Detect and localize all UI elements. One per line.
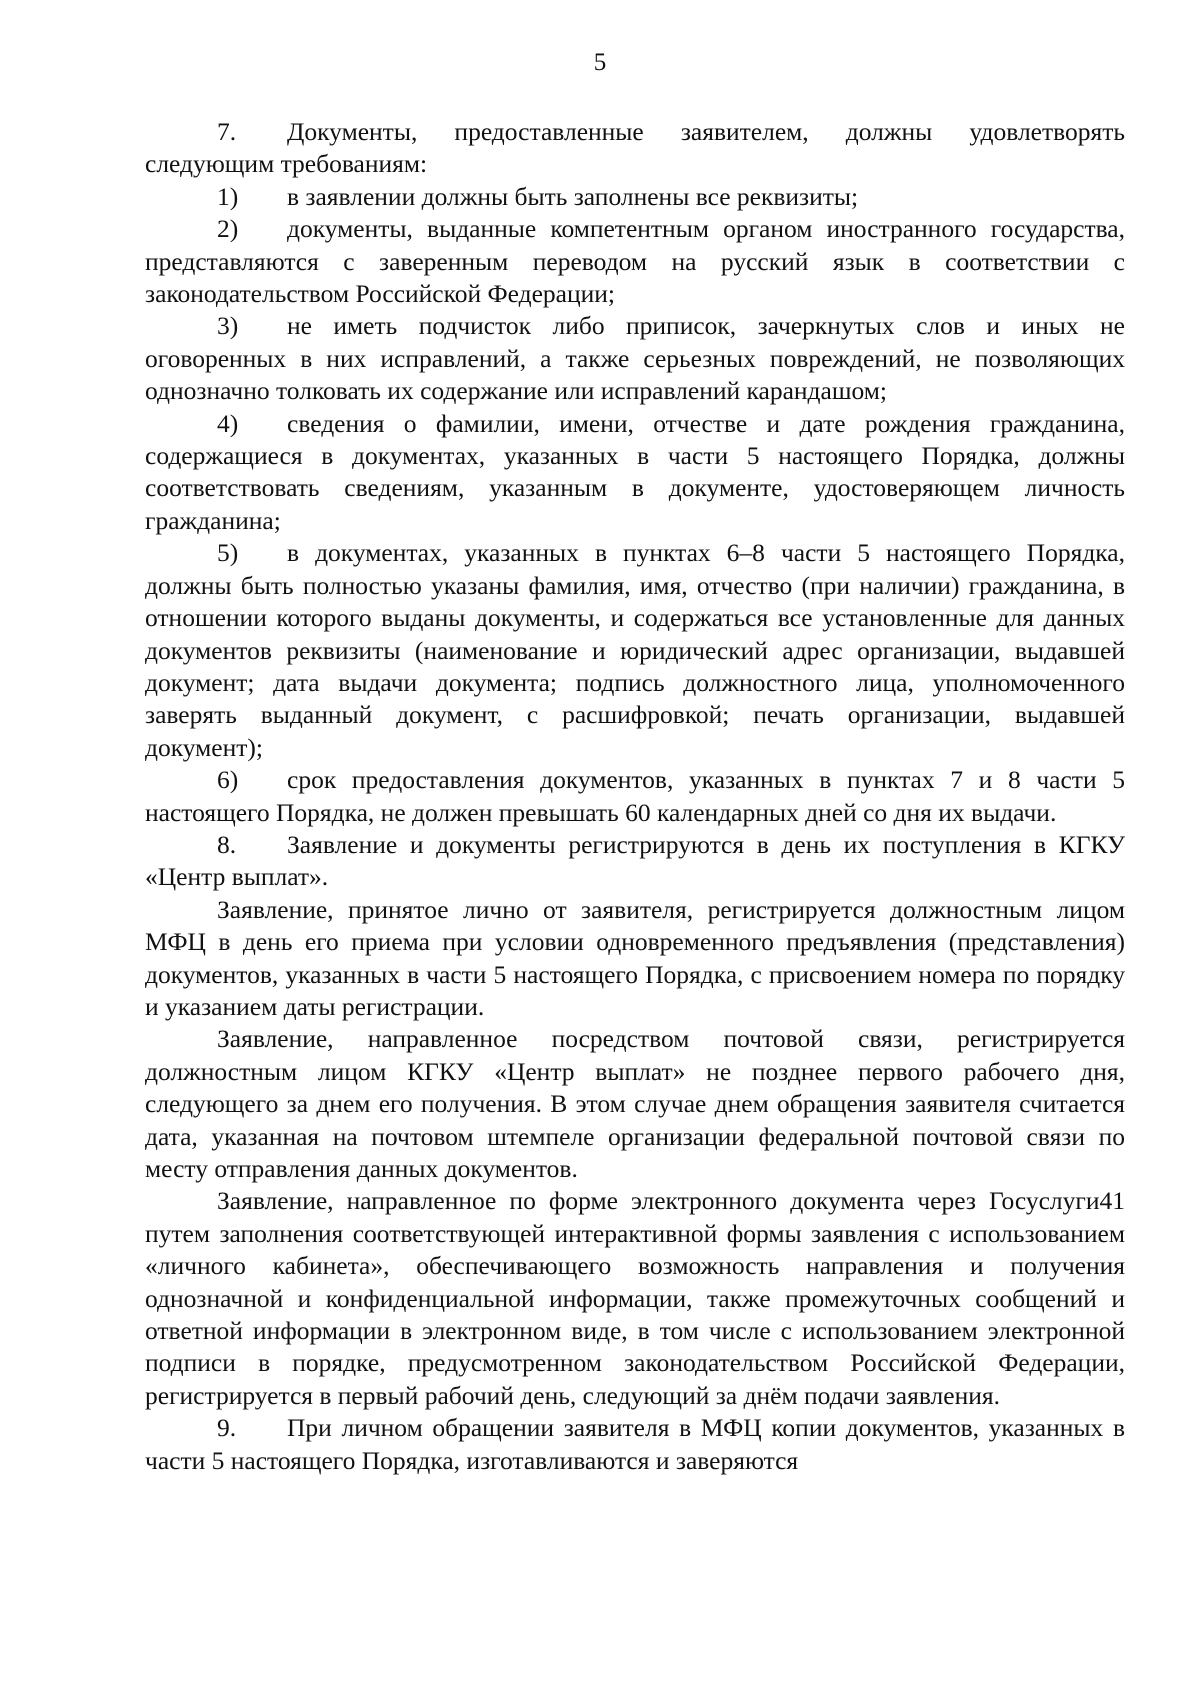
- list-item-4: [145, 408, 1125, 538]
- paragraph-number: 7.: [217, 117, 237, 146]
- list-item-5: [145, 537, 1125, 764]
- paragraph-electronic-registration: Заявление, направленное по форме электронного документа через Госуслуги41 путем заполнения соответствующей интерактивной формы заявления с использованием «личного кабинета», обеспечивающего возможность направления и получения однозначной и конфиденциальной информации, также промежуточных сообщений и ответной информации в электронном виде, в том числе с использованием электронной подписи в порядке, предусмотренном законодательством Российской Федерации, регистрируется в первый рабочий день, следующий за днём подачи заявления.: [145, 1186, 1125, 1410]
- list-item-number: 1): [217, 181, 239, 211]
- paragraph-number: 9.: [217, 1413, 237, 1443]
- list-item-number: 5): [217, 538, 239, 568]
- list-item-number: 3): [217, 311, 239, 341]
- list-item-3: [145, 310, 1125, 407]
- list-item-6: [145, 764, 1125, 829]
- paragraph-8: [145, 829, 1125, 894]
- list-item-number: 4): [217, 408, 239, 438]
- page-number: 5: [593, 49, 607, 76]
- document-body: [145, 116, 1125, 1477]
- paragraph-9: [145, 1412, 1125, 1477]
- paragraph-in-person-registration: Заявление, принятое лично от заявителя, регистрируется должностным лицом МФЦ в день его приема при условии одновременного предъявления (представления) документов, указанных в части 5 настоящего Порядка, с присвоением номера по порядку и указанием даты регистрации.: [145, 894, 1125, 1021]
- list-item-number: 2): [217, 214, 239, 244]
- list-item-number: 6): [217, 765, 239, 795]
- paragraph-postal-registration: Заявление, направленное посредством почтовой связи, регистрируется должностным лицом КГКУ «Центр выплат» не позднее первого рабочего дня, следующего за днем его получения. В этом случае днем обращения заявителя считается дата, указанная на почтовом штемпеле организации федеральной почтовой связи по месту отправления данных документов.: [145, 1024, 1125, 1183]
- list-item-text: документы, выданные компетентным органом иностранного государства, представляются с заверенным переводом на русский язык в соответствии с законодательством Российской Федерации;: [145, 214, 1125, 309]
- list-item-2: [145, 213, 1125, 310]
- list-item-1: [145, 181, 1125, 213]
- list-item-text: в заявлении должны быть заполнены все реквизиты;: [287, 181, 859, 211]
- list-item-text: сведения о фамилии, имени, отчестве и дате рождения гражданина, содержащиеся в документах, указанных в части 5 настоящего Порядка, должны соответствовать сведениям, указанным в документе, удостоверяющем личность гражданина;: [145, 408, 1125, 535]
- paragraph-number: 8.: [217, 829, 237, 859]
- paragraph-text: Заявление и документы регистрируются в день их поступления в КГКУ «Центр выплат».: [145, 829, 1125, 892]
- list-item-text: в документах, указанных в пунктах 6–8 части 5 настоящего Порядка, должны быть полностью указаны фамилия, имя, отчество (при наличии) гражданина, в отношении которого выданы документы, и содержаться все установленные для данных документов реквизиты (наименование и юридический адрес организации, выдавшей документ; дата выдачи документа; подпись должностного лица, уполномоченного заверять выданный документ, с расшифровкой; печать организации, выдавшей документ);: [145, 538, 1125, 762]
- paragraph-7: [145, 116, 1125, 181]
- list-item-text: не иметь подчисток либо приписок, зачеркнутых слов и иных не оговоренных в них исправлений, а также серьезных повреждений, не позволяющих однозначно толковать их содержание или исправлений карандашом;: [145, 311, 1125, 406]
- paragraph-text: При личном обращении заявителя в МФЦ копии документов, указанных в части 5 настоящего Порядка, изготавливаются и заверяются: [145, 1413, 1125, 1475]
- paragraph-text: Документы, предоставленные заявителем, должны удовлетворять следующим требованиям:: [145, 117, 1125, 179]
- list-item-text: срок предоставления документов, указанных в пунктах 7 и 8 части 5 настоящего Порядка, не должен превышать 60 календарных дней со дня их выдачи.: [145, 765, 1125, 827]
